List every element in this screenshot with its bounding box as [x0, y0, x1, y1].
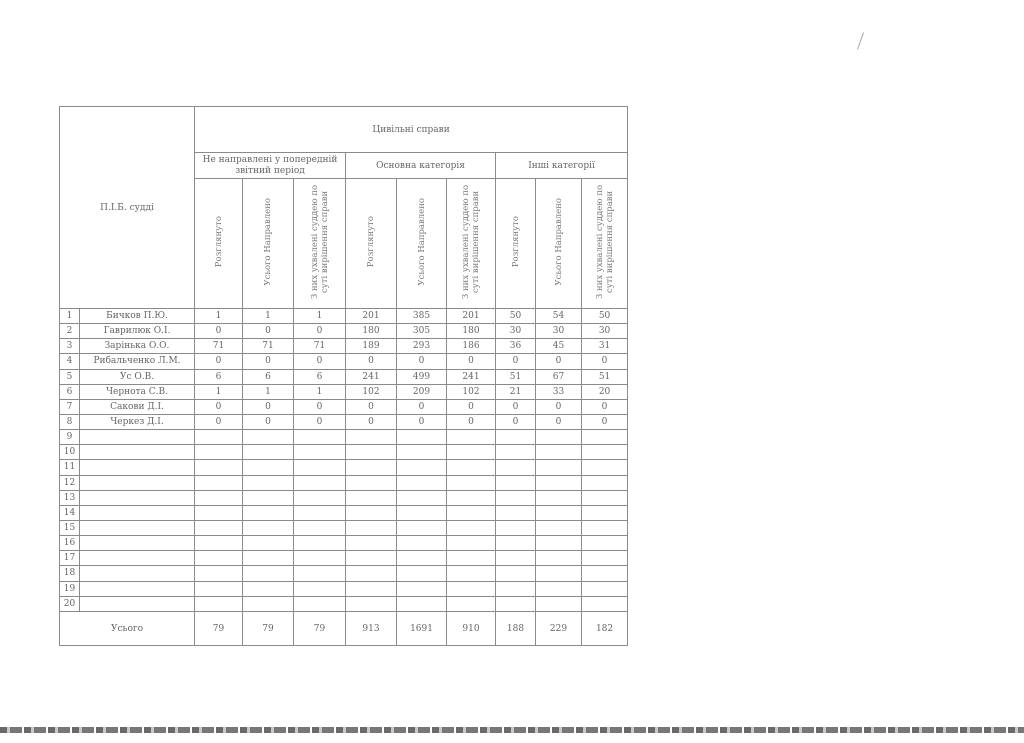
table-cell: 0 — [496, 399, 536, 414]
table-cell: 20 — [582, 384, 628, 399]
row-number: 20 — [60, 596, 80, 611]
table-cell — [195, 445, 243, 460]
row-number: 10 — [60, 445, 80, 460]
table-cell — [346, 430, 397, 445]
table-row — [60, 475, 628, 490]
total-label: Усього — [60, 612, 195, 646]
table-cell — [582, 505, 628, 520]
table-cell — [536, 551, 582, 566]
table-row — [60, 309, 628, 324]
row-number: 13 — [60, 490, 80, 505]
table-cell: 0 — [294, 399, 346, 414]
table-cell — [496, 430, 536, 445]
table-cell: 0 — [346, 354, 397, 369]
table-cell — [346, 551, 397, 566]
total-cell: 79 — [195, 612, 243, 646]
table-cell — [346, 581, 397, 596]
table-cell: 0 — [294, 414, 346, 429]
table-cell: 0 — [195, 399, 243, 414]
table-cell: 0 — [397, 354, 447, 369]
column-header-label: З них ухвалені суддею по суті вирішення справи — [309, 184, 330, 300]
table-row — [60, 414, 628, 429]
table-cell: 0 — [582, 399, 628, 414]
judge-name — [80, 536, 195, 551]
subgroup-header: Основна категорія — [346, 153, 496, 179]
table-cell — [536, 505, 582, 520]
table-cell — [536, 581, 582, 596]
table-cell: 0 — [243, 354, 294, 369]
table-cell — [536, 520, 582, 535]
table-cell: 1 — [195, 384, 243, 399]
table-cell — [294, 445, 346, 460]
table-cell — [294, 566, 346, 581]
table-cell: 0 — [346, 414, 397, 429]
table-cell — [496, 505, 536, 520]
table-row — [60, 505, 628, 520]
table-cell: 6 — [195, 369, 243, 384]
table-cell — [294, 475, 346, 490]
judge-name — [80, 596, 195, 611]
table-cell — [346, 475, 397, 490]
judge-name: Ус О.В. — [80, 369, 195, 384]
table-cell: 241 — [346, 369, 397, 384]
table-cell: 293 — [397, 339, 447, 354]
table-cell — [294, 490, 346, 505]
table-cell — [496, 475, 536, 490]
table-cell — [496, 566, 536, 581]
column-header-label: Усього Направлено — [553, 198, 564, 286]
table-cell — [536, 475, 582, 490]
column-header — [346, 179, 397, 309]
table-cell — [496, 445, 536, 460]
table-cell — [447, 475, 496, 490]
table-cell: 45 — [536, 339, 582, 354]
table-cell — [294, 430, 346, 445]
table-cell — [346, 505, 397, 520]
table-cell — [243, 551, 294, 566]
table-cell — [536, 430, 582, 445]
table-cell — [195, 581, 243, 596]
column-header — [294, 179, 346, 309]
table-cell: 0 — [195, 354, 243, 369]
judge-name: Рибальченко Л.М. — [80, 354, 195, 369]
table-cell — [294, 596, 346, 611]
table-cell — [397, 536, 447, 551]
judge-name — [80, 551, 195, 566]
judge-name: Чернота С.В. — [80, 384, 195, 399]
table-cell — [447, 536, 496, 551]
table-cell — [397, 520, 447, 535]
scan-edge — [0, 727, 1024, 733]
row-number: 2 — [60, 324, 80, 339]
table-row — [60, 324, 628, 339]
table-cell — [536, 490, 582, 505]
table-cell: 0 — [496, 354, 536, 369]
table-cell: 1 — [294, 384, 346, 399]
table-body — [60, 309, 628, 612]
table-cell: 499 — [397, 369, 447, 384]
table-cell — [195, 536, 243, 551]
table-cell: 0 — [243, 414, 294, 429]
table-row — [60, 369, 628, 384]
table-cell — [582, 566, 628, 581]
table-cell — [582, 520, 628, 535]
table-row — [60, 399, 628, 414]
total-cell: 1691 — [397, 612, 447, 646]
column-header-label: Усього Направлено — [416, 198, 427, 286]
table-cell — [243, 430, 294, 445]
table-cell: 0 — [397, 399, 447, 414]
table-cell — [294, 520, 346, 535]
table-row — [60, 490, 628, 505]
column-header — [447, 179, 496, 309]
table-cell: 201 — [346, 309, 397, 324]
table-cell: 0 — [195, 324, 243, 339]
table-cell: 0 — [496, 414, 536, 429]
row-number: 8 — [60, 414, 80, 429]
judge-name — [80, 490, 195, 505]
row-number: 7 — [60, 399, 80, 414]
judge-name — [80, 445, 195, 460]
table-row — [60, 460, 628, 475]
table-cell — [447, 520, 496, 535]
table-cell: 0 — [536, 354, 582, 369]
table-cell: 30 — [536, 324, 582, 339]
column-header-label: З них ухвалені суддею по суті вирішення справи — [461, 184, 482, 300]
table-cell — [496, 460, 536, 475]
table-cell: 30 — [496, 324, 536, 339]
table-cell — [536, 566, 582, 581]
table-cell — [397, 490, 447, 505]
table-cell — [582, 430, 628, 445]
judge-name: Черкез Д.І. — [80, 414, 195, 429]
table-cell — [195, 596, 243, 611]
table-cell — [447, 596, 496, 611]
table-row — [60, 520, 628, 535]
column-header — [582, 179, 628, 309]
table-cell — [582, 445, 628, 460]
table-cell — [582, 581, 628, 596]
table-cell — [397, 475, 447, 490]
table-cell: 385 — [397, 309, 447, 324]
table-cell: 0 — [294, 324, 346, 339]
table-cell — [243, 520, 294, 535]
table-cell: 102 — [346, 384, 397, 399]
table-cell — [536, 460, 582, 475]
table-cell — [195, 551, 243, 566]
table-cell: 31 — [582, 339, 628, 354]
table-cell — [397, 460, 447, 475]
table-cell: 201 — [447, 309, 496, 324]
table-cell — [536, 536, 582, 551]
table-row — [60, 536, 628, 551]
total-cell: 229 — [536, 612, 582, 646]
table-cell: 1 — [243, 309, 294, 324]
column-header-label: Розглянуто — [213, 216, 224, 268]
table-cell: 186 — [447, 339, 496, 354]
table-cell — [496, 490, 536, 505]
table-cell — [195, 520, 243, 535]
table-cell — [346, 520, 397, 535]
table-cell: 1 — [243, 384, 294, 399]
row-number: 1 — [60, 309, 80, 324]
table-row — [60, 339, 628, 354]
total-row — [60, 612, 628, 646]
table-cell — [397, 505, 447, 520]
table-cell: 241 — [447, 369, 496, 384]
row-number: 11 — [60, 460, 80, 475]
table-cell: 50 — [496, 309, 536, 324]
column-header — [243, 179, 294, 309]
table-cell: 51 — [496, 369, 536, 384]
total-cell: 188 — [496, 612, 536, 646]
table-cell: 0 — [346, 399, 397, 414]
table-row — [60, 551, 628, 566]
table-cell: 102 — [447, 384, 496, 399]
table-cell — [294, 460, 346, 475]
table-cell: 0 — [536, 399, 582, 414]
table-cell — [496, 581, 536, 596]
row-number: 17 — [60, 551, 80, 566]
table-cell — [397, 430, 447, 445]
total-cell: 79 — [243, 612, 294, 646]
table-cell — [447, 566, 496, 581]
table-cell — [195, 460, 243, 475]
table-cell — [582, 490, 628, 505]
table-cell — [243, 536, 294, 551]
table-cell — [243, 460, 294, 475]
judge-name — [80, 505, 195, 520]
table-cell — [447, 490, 496, 505]
table-cell — [346, 536, 397, 551]
row-number: 6 — [60, 384, 80, 399]
table-cell — [496, 536, 536, 551]
table-cell: 0 — [294, 354, 346, 369]
table-cell — [243, 490, 294, 505]
table-cell: 67 — [536, 369, 582, 384]
table-cell — [582, 596, 628, 611]
table-cell: 0 — [243, 399, 294, 414]
row-number: 15 — [60, 520, 80, 535]
subgroup-header: Інші категорії — [496, 153, 628, 179]
judge-name — [80, 581, 195, 596]
judge-name — [80, 520, 195, 535]
table-cell — [346, 490, 397, 505]
table-cell: 6 — [243, 369, 294, 384]
pen-mark — [857, 32, 864, 49]
table-cell: 36 — [496, 339, 536, 354]
table-row — [60, 445, 628, 460]
table-cell — [243, 505, 294, 520]
table-cell: 54 — [536, 309, 582, 324]
judge-name — [80, 460, 195, 475]
table-cell — [582, 460, 628, 475]
table-cell — [496, 551, 536, 566]
table-cell: 0 — [195, 414, 243, 429]
judge-name: Бичков П.Ю. — [80, 309, 195, 324]
table-cell: 209 — [397, 384, 447, 399]
table-cell — [243, 581, 294, 596]
table-cell: 189 — [346, 339, 397, 354]
total-cell: 79 — [294, 612, 346, 646]
total-cell: 913 — [346, 612, 397, 646]
table-row — [60, 566, 628, 581]
table-cell — [243, 445, 294, 460]
table-cell: 30 — [582, 324, 628, 339]
table-row — [60, 354, 628, 369]
table-row — [60, 430, 628, 445]
table-cell: 71 — [195, 339, 243, 354]
column-header — [536, 179, 582, 309]
column-header-label: Розглянуто — [510, 216, 521, 268]
table-cell — [243, 475, 294, 490]
table-cell — [447, 581, 496, 596]
table-cell: 0 — [582, 414, 628, 429]
judge-name — [80, 430, 195, 445]
table-cell — [447, 460, 496, 475]
table-cell: 1 — [195, 309, 243, 324]
table-cell — [346, 460, 397, 475]
table-cell — [582, 536, 628, 551]
table-cell: 6 — [294, 369, 346, 384]
table-cell: 21 — [496, 384, 536, 399]
row-number: 9 — [60, 430, 80, 445]
table-cell — [294, 505, 346, 520]
subgroup-header: Не направлені у попередній звітний період — [195, 153, 346, 179]
table-cell: 0 — [582, 354, 628, 369]
table-cell — [294, 581, 346, 596]
table-cell: 71 — [294, 339, 346, 354]
row-number: 14 — [60, 505, 80, 520]
table-cell — [243, 566, 294, 581]
table-cell — [582, 475, 628, 490]
total-cell: 910 — [447, 612, 496, 646]
group-title-header: Цивільні справи — [195, 107, 628, 153]
table-cell — [346, 566, 397, 581]
table-cell — [195, 505, 243, 520]
table-cell — [496, 520, 536, 535]
table-row — [60, 581, 628, 596]
table-cell: 180 — [346, 324, 397, 339]
table-cell — [447, 445, 496, 460]
total-cell: 182 — [582, 612, 628, 646]
table-cell — [195, 566, 243, 581]
table-cell: 50 — [582, 309, 628, 324]
column-header-label: Розглянуто — [366, 216, 377, 268]
row-number: 18 — [60, 566, 80, 581]
table-cell — [195, 490, 243, 505]
table-cell: 305 — [397, 324, 447, 339]
table-row — [60, 596, 628, 611]
column-header — [496, 179, 536, 309]
column-header-label: Усього Направлено — [263, 198, 274, 286]
table-cell: 0 — [447, 399, 496, 414]
table-cell — [397, 566, 447, 581]
table-cell — [195, 475, 243, 490]
table-cell — [447, 505, 496, 520]
judge-name — [80, 475, 195, 490]
table-cell: 71 — [243, 339, 294, 354]
table-cell — [397, 596, 447, 611]
table-cell — [294, 536, 346, 551]
row-number: 4 — [60, 354, 80, 369]
table-row — [60, 384, 628, 399]
table-cell — [447, 430, 496, 445]
table-cell: 0 — [447, 414, 496, 429]
row-number: 5 — [60, 369, 80, 384]
table-cell — [536, 445, 582, 460]
table-cell: 0 — [447, 354, 496, 369]
judge-name — [80, 566, 195, 581]
table-cell — [346, 445, 397, 460]
table-cell — [582, 551, 628, 566]
column-header — [397, 179, 447, 309]
judge-name: Зарінька О.О. — [80, 339, 195, 354]
table-cell: 51 — [582, 369, 628, 384]
table-cell: 180 — [447, 324, 496, 339]
row-number: 12 — [60, 475, 80, 490]
table-cell — [243, 596, 294, 611]
table-cell — [346, 596, 397, 611]
table-cell: 33 — [536, 384, 582, 399]
table-cell — [294, 551, 346, 566]
row-number: 19 — [60, 581, 80, 596]
table-cell — [536, 596, 582, 611]
row-number: 3 — [60, 339, 80, 354]
table-cell: 0 — [397, 414, 447, 429]
table-cell: 0 — [536, 414, 582, 429]
column-header — [195, 179, 243, 309]
row-number: 16 — [60, 536, 80, 551]
table-cell — [447, 551, 496, 566]
judge-name: Сакови Д.І. — [80, 399, 195, 414]
table-cell: 1 — [294, 309, 346, 324]
judge-name: Гаврилюк О.І. — [80, 324, 195, 339]
table-cell — [397, 445, 447, 460]
table-cell — [496, 596, 536, 611]
table-cell — [397, 581, 447, 596]
table-cell — [195, 430, 243, 445]
judge-name-header: П.І.Б. судді — [60, 107, 195, 309]
column-header-label: З них ухвалені суддею по суті вирішення справи — [594, 184, 615, 300]
civil-cases-table — [59, 106, 628, 646]
table-cell — [397, 551, 447, 566]
table-cell: 0 — [243, 324, 294, 339]
